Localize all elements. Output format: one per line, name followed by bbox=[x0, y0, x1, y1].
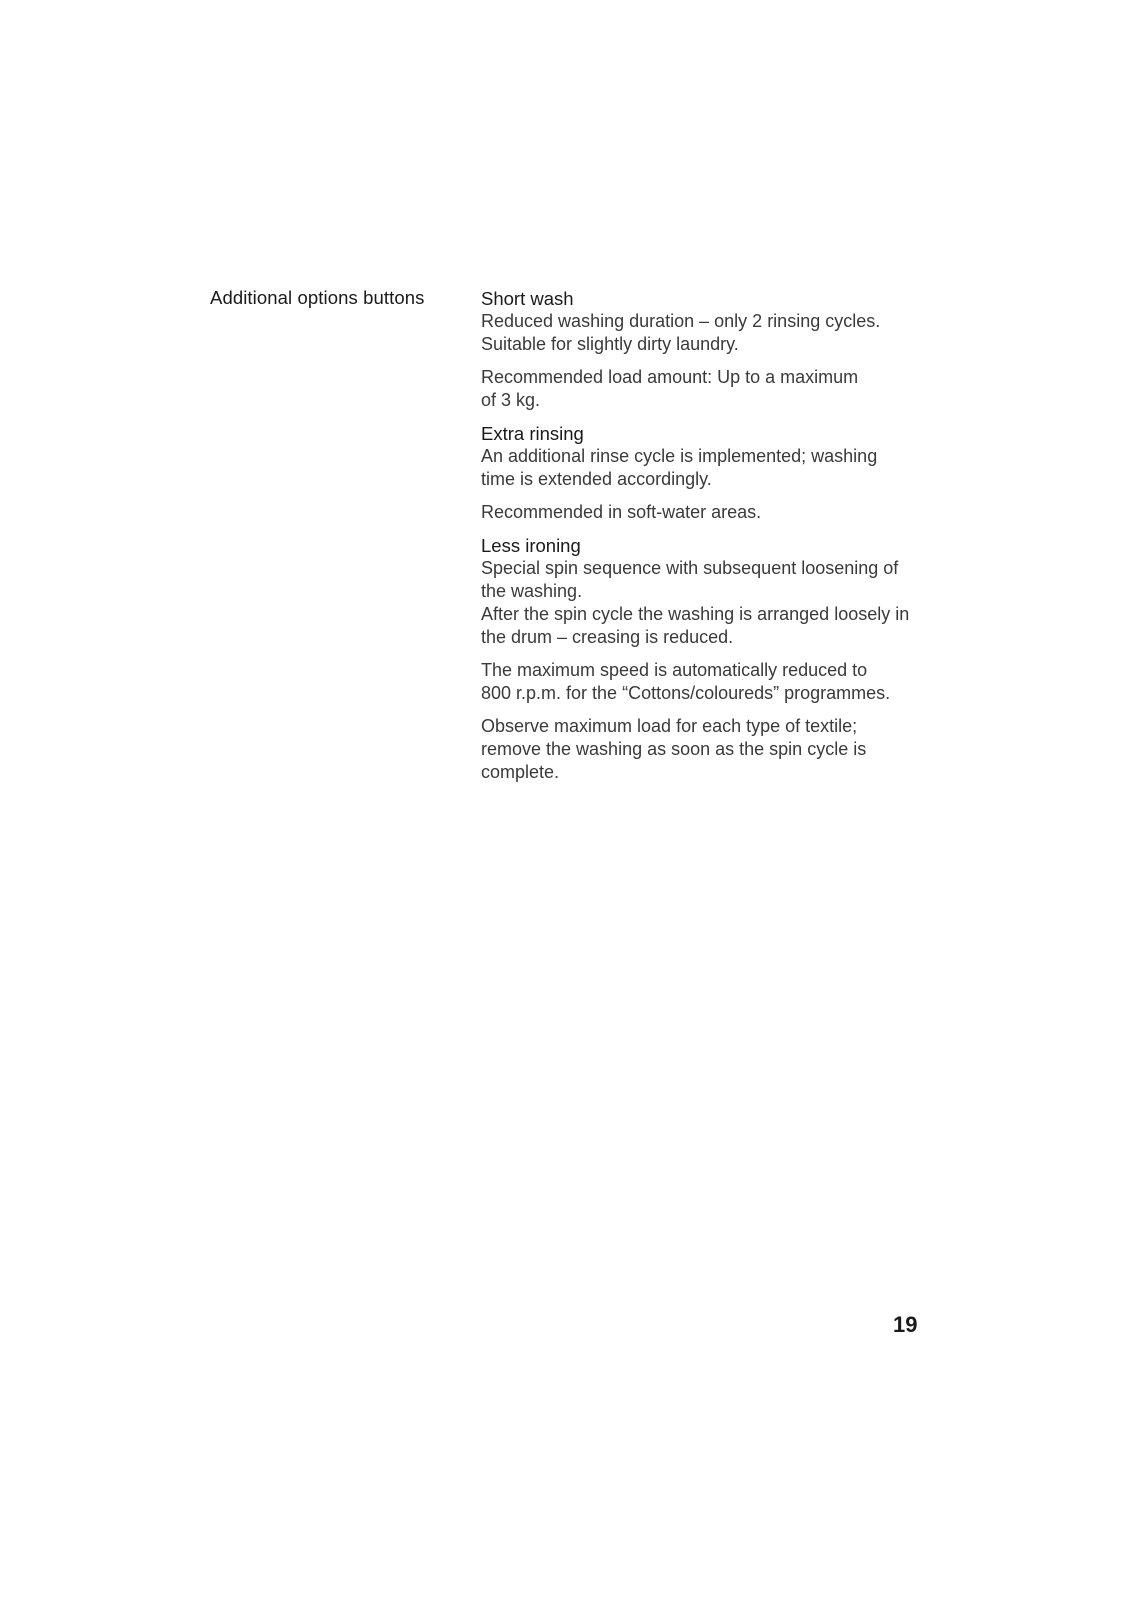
option-description: Recommended load amount: Up to a maximum of 3 kg. bbox=[481, 367, 859, 410]
option-description: Special spin sequence with subsequent loosening of the washing. After the spin cycle the washing is arranged loosely in the drum – creasing is reduced. bbox=[481, 558, 910, 647]
option-extra-rinsing bbox=[481, 422, 941, 524]
option-description: Reduced washing duration – only 2 rinsing cycles. Suitable for slightly dirty laundry. bbox=[481, 311, 881, 354]
option-title: Less ironing bbox=[481, 535, 581, 556]
section-label: Additional options buttons bbox=[210, 287, 425, 308]
options-content bbox=[481, 287, 941, 794]
option-description: Observe maximum load for each type of textile; remove the washing as soon as the spin cycle is complete. bbox=[481, 716, 867, 782]
option-short-wash bbox=[481, 287, 941, 412]
option-description: Recommended in soft-water areas. bbox=[481, 502, 762, 522]
page-number: 19 bbox=[893, 1312, 918, 1337]
option-description: The maximum speed is automatically reduced to 800 r.p.m. for the “Cottons/coloureds” programmes. bbox=[481, 660, 891, 703]
option-title: Extra rinsing bbox=[481, 423, 584, 444]
option-title: Short wash bbox=[481, 288, 574, 309]
option-description: An additional rinse cycle is implemented; washing time is extended accordingly. bbox=[481, 446, 878, 489]
option-less-ironing bbox=[481, 534, 941, 784]
